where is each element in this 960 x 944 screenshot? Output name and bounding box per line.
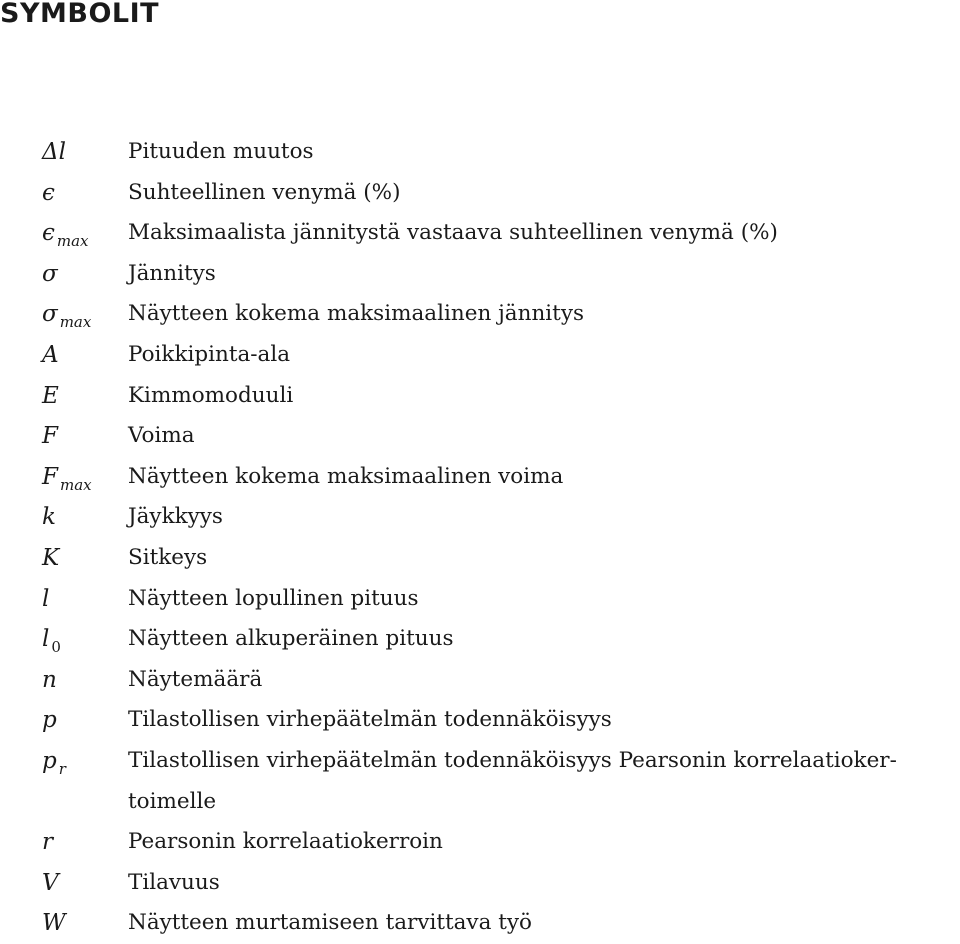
symbol-description: Pituuden muutos — [128, 139, 314, 164]
symbol-description: Tilavuus — [128, 869, 220, 895]
symbol-subscript: max — [56, 232, 89, 251]
symbol-row — [0, 497, 960, 538]
symbol: ϵ — [42, 179, 55, 206]
symbol-description: Pearsonin korrelaatiokerroin — [128, 829, 443, 855]
symbol-description: Näytteen lopullinen pituus — [128, 585, 419, 611]
symbol-row — [0, 822, 960, 863]
symbol-row — [0, 700, 960, 741]
symbol: W — [42, 910, 66, 937]
symbol-row — [0, 741, 960, 822]
symbol-subscript: 0 — [51, 638, 61, 657]
symbol-row — [0, 903, 960, 944]
symbol-row — [0, 538, 960, 579]
symbol: l — [42, 585, 50, 612]
symbol-description: Näytteen kokema maksimaalinen voima — [128, 463, 564, 489]
symbol-list — [0, 132, 960, 944]
symbol-description: Maksimaalista jännitystä vastaava suhteellinen venymä (%) — [128, 220, 778, 246]
symbol: p — [42, 707, 57, 734]
symbol: l $_0$ — [42, 626, 61, 657]
symbol-row — [0, 335, 960, 376]
symbol-row — [0, 254, 960, 295]
symbol-description: Kimmomoduuli — [128, 382, 294, 408]
symbol-description: Voima — [128, 423, 195, 449]
symbol-description: Näytteen alkuperäinen pituus — [128, 626, 454, 652]
symbol-description: Sitkeys — [128, 544, 208, 570]
symbol-row — [0, 294, 960, 335]
symbol-description: Näytemäärä — [128, 666, 263, 692]
symbol-row — [0, 660, 960, 701]
symbol: F $_{max}$ — [42, 463, 92, 494]
symbol-row — [0, 579, 960, 620]
symbol: V — [42, 869, 59, 896]
symbol-description: Tilastollisen virhepäätelmän todennäköisyys — [128, 707, 612, 733]
symbol: E — [42, 382, 59, 409]
description-line: Tilastollisen virhepäätelmän todennäköisyys Pearsonin korrelaatioker- — [128, 747, 897, 773]
symbol: n — [42, 666, 57, 693]
symbol-row — [0, 132, 960, 173]
symbol: σ $_{max}$ — [42, 301, 92, 332]
symbol-subscript: r — [58, 759, 66, 778]
symbol-row — [0, 213, 960, 254]
symbol: ϵ $_{max}$ — [42, 220, 89, 251]
symbol-row — [0, 173, 960, 214]
symbol-row — [0, 376, 960, 417]
symbol-description: Poikkipinta-ala — [128, 341, 291, 367]
symbol: Δl — [42, 139, 66, 165]
symbol-description — [128, 741, 958, 822]
page-title: SYMBOLIT — [0, 0, 160, 29]
description-line-continued: toimelle — [128, 788, 217, 814]
symbol-row — [0, 416, 960, 457]
symbol: k — [42, 504, 56, 531]
symbol: σ — [42, 260, 58, 287]
symbol-row — [0, 619, 960, 660]
symbol: A — [42, 341, 59, 368]
symbol-description: Suhteellinen venymä (%) — [128, 179, 401, 205]
symbol-description: Jäykkyys — [128, 504, 223, 530]
symbol-description: Näytteen murtamiseen tarvittava työ — [128, 910, 532, 936]
symbol-subscript: max — [59, 313, 92, 332]
symbol-subscript: max — [59, 475, 92, 494]
symbol: K — [42, 544, 60, 571]
symbol-description: Näytteen kokema maksimaalinen jännitys — [128, 301, 584, 327]
symbol-row — [0, 457, 960, 498]
symbol: F — [42, 423, 58, 450]
symbol: p $_r$ — [42, 747, 66, 778]
symbol-row — [0, 863, 960, 904]
symbol-description: Jännitys — [128, 260, 216, 286]
symbol: r — [42, 829, 53, 856]
